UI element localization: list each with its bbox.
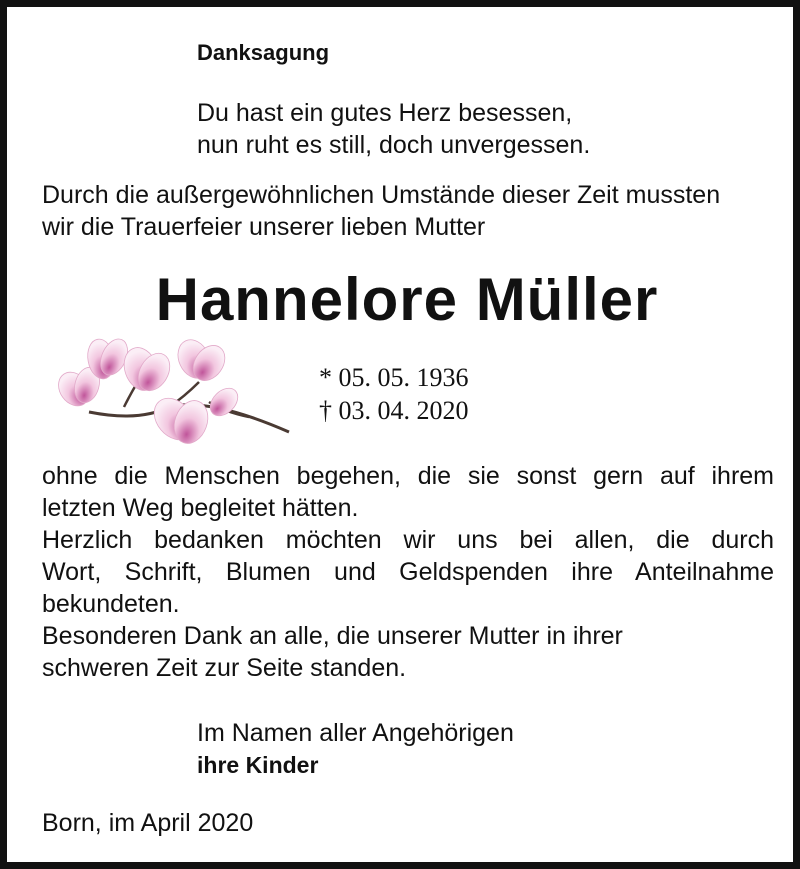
birth-date: * 05. 05. 1936 <box>319 363 469 392</box>
verse-line-2: nun ruht es still, doch unvergessen. <box>197 131 591 159</box>
signature-name: ihre Kinder <box>197 752 319 778</box>
intro-line-1: Durch die außergewöhnlichen Umstände dieser Zeit mussten <box>42 181 721 209</box>
magnolia-branch-icon <box>49 327 294 462</box>
intro-line-2: wir die Trauerfeier unserer lieben Mutter <box>42 213 486 241</box>
deceased-name: Hannelore Müller <box>155 266 659 333</box>
body-line-4: Wort, Schrift, Blumen und Geldspenden ihre Anteilnahme <box>42 558 774 586</box>
body-line-7: schweren Zeit zur Seite standen. <box>42 654 407 682</box>
verse-line-1: Du hast ein gutes Herz besessen, <box>197 99 573 127</box>
notice-heading: Danksagung <box>197 40 330 65</box>
body-line-6: Besonderen Dank an alle, die unserer Mutter in ihrer <box>42 622 623 650</box>
death-date: † 03. 04. 2020 <box>319 396 469 425</box>
signature-line: Im Namen aller Angehörigen <box>197 719 514 747</box>
body-line-1: ohne die Menschen begehen, die sie sonst gern auf ihrem <box>42 462 774 490</box>
body-line-2: letzten Weg begleitet hätten. <box>42 494 359 522</box>
place-date: Born, im April 2020 <box>42 809 254 837</box>
body-line-5: bekundeten. <box>42 590 180 618</box>
body-line-3: Herzlich bedanken möchten wir uns bei allen, die durch <box>42 526 774 554</box>
